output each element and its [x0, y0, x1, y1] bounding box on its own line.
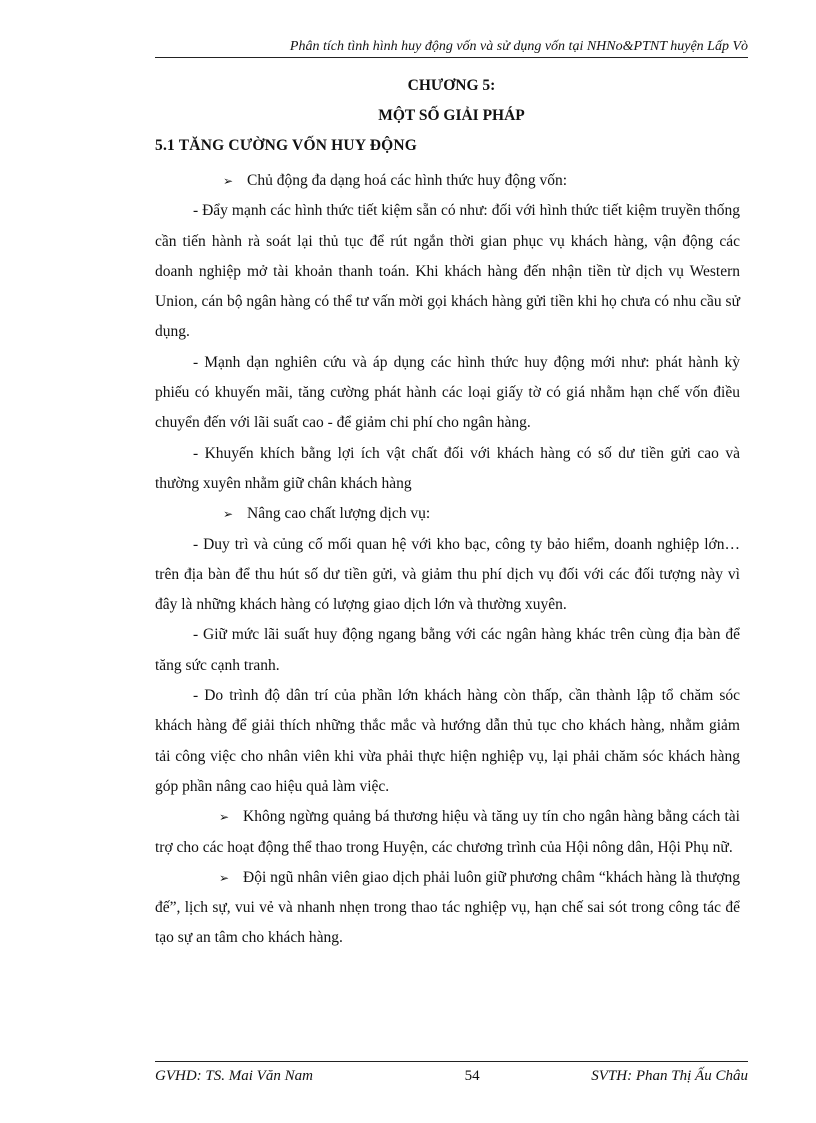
paragraph: - Đẩy mạnh các hình thức tiết kiệm sẵn có như: đối với hình thức tiết kiệm truyền thống cần tiến hành rà soát lại thủ tục để rút ngắn thời gian phục vụ khách hàng, vận động các doanh nghiệp mở tài khoản thanh toán. Khi khách hàng đến nhận tiền từ dịch vụ Western Union, cán bộ ngân hàng có thể tư vấn mời gọi khách hàng gửi tiền khi họ chưa có nhu cầu sử dụng.	[155, 202, 740, 341]
page-number: 54	[464, 1068, 480, 1084]
bullet-paragraph	[155, 499, 740, 529]
paragraph-text: Chủ động đa dạng hoá các hình thức huy động vốn:	[247, 172, 568, 189]
paragraph: - Duy trì và củng cố mối quan hệ với kho bạc, công ty bảo hiểm, doanh nghiệp lớn… trên địa bàn để thu hút số dư tiền gửi, và giảm thu phí dịch vụ đối với các đối tượng này vì đây là những khách hàng có lượng giao dịch lớn và thường xuyên.	[155, 535, 740, 614]
page-footer	[155, 1061, 748, 1085]
chapter-number: CHƯƠNG 5:	[407, 77, 496, 94]
arrow-bullet-icon: ➢	[219, 870, 230, 885]
arrow-bullet-icon: ➢	[219, 810, 230, 825]
paragraph: - Mạnh dạn nghiên cứu và áp dụng các hình thức huy động mới như: phát hành kỳ phiếu có khuyến mãi, tăng cường phát hành các loại giấy tờ có giá nhằm hạn chế vốn điều chuyển đến với lãi suất cao - để giảm chi phí cho ngân hàng.	[155, 353, 740, 432]
footer-instructor: GVHD: TS. Mai Văn Nam	[155, 1068, 313, 1084]
paragraph-text: Đội ngũ nhân viên giao dịch phải luôn giữ phương châm “khách hàng là thượng đế”, lịch sự, vui vẻ và nhanh nhẹn trong thao tác nghiệp vụ, hạn chế sai sót trong công tác để tạo sự an tâm cho khách hàng.	[155, 868, 740, 947]
paragraph-text: Không ngừng quảng bá thương hiệu và tăng uy tín cho ngân hàng bằng cách tài trợ cho các hoạt động thể thao trong Huyện, các chương trình của Hội nông dân, Hội Phụ nữ.	[155, 808, 740, 856]
running-header: Phân tích tình hình huy động vốn và sử dụng vốn tại NHNo&PTNT huyện Lấp Vò	[155, 38, 748, 58]
footer-student: SVTH: Phan Thị Ấu Châu	[591, 1068, 748, 1084]
paragraph: - Do trình độ dân trí của phần lớn khách hàng còn thấp, cần thành lập tổ chăm sóc khách hàng để giải thích những thắc mắc và hướng dẫn thủ tục cho khách hàng, nhằm giảm tải công việc cho nhân viên khi vừa phải thực hiện nghiệp vụ, lại phải chăm sóc khách hàng góp phần nâng cao hiệu quả làm việc.	[155, 687, 740, 795]
chapter-title: MỘT SỐ GIẢI PHÁP	[378, 107, 525, 124]
body-text	[155, 166, 740, 954]
section-heading: 5.1 TĂNG CƯỜNG VỐN HUY ĐỘNG	[155, 137, 418, 154]
bullet-paragraph	[155, 802, 740, 863]
arrow-bullet-icon: ➢	[223, 507, 234, 522]
paragraph: - Khuyến khích bằng lợi ích vật chất đối với khách hàng có số dư tiền gửi cao và thường xuyên nhằm giữ chân khách hàng	[155, 444, 740, 492]
paragraph-text: Nâng cao chất lượng dịch vụ:	[247, 505, 431, 523]
paragraph: - Giữ mức lãi suất huy động ngang bằng với các ngân hàng khác trên cùng địa bàn để tăng sức cạnh tranh.	[155, 626, 740, 674]
bullet-paragraph	[155, 166, 740, 196]
bullet-paragraph	[155, 863, 740, 954]
arrow-bullet-icon: ➢	[223, 174, 234, 188]
